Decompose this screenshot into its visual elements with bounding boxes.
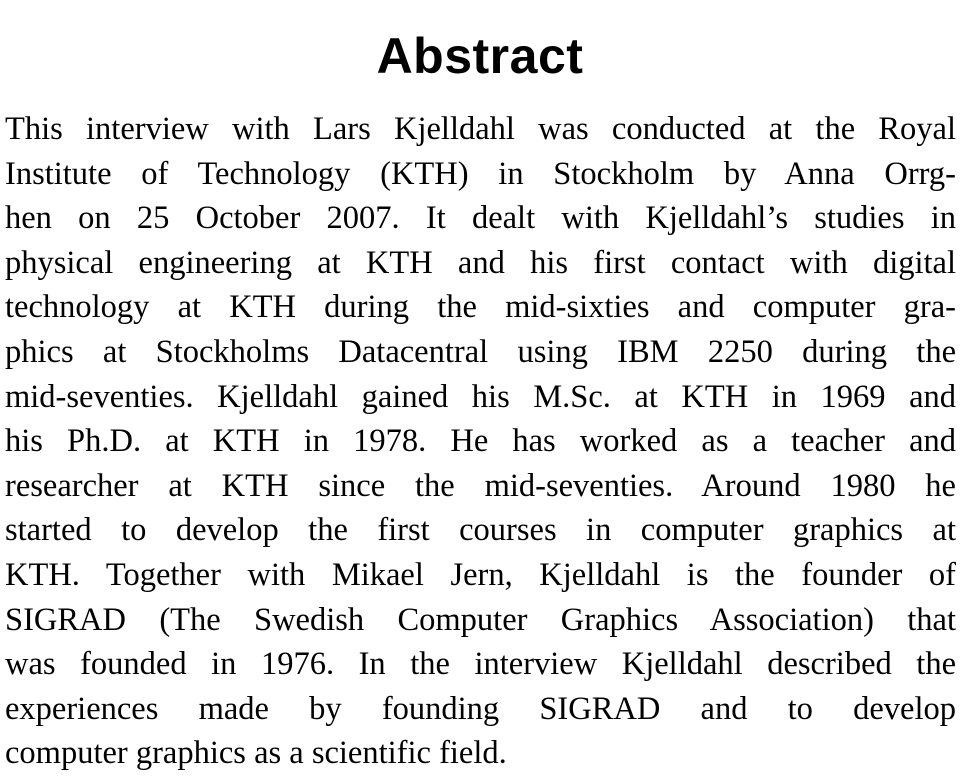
abstract-line: physical engineering at KTH and his first contact with digital [5, 244, 956, 281]
abstract-line: mid-seventies. Kjelldahl gained his M.Sc. at KTH in 1969 and [5, 378, 956, 415]
abstract-line: experiences made by founding SIGRAD and to develop [5, 690, 956, 727]
abstract-heading: Abstract [376, 27, 584, 84]
abstract-paragraph [5, 107, 956, 776]
abstract-line: SIGRAD (The Swedish Computer Graphics Association) that [5, 601, 956, 638]
abstract-line: KTH. Together with Mikael Jern, Kjelldahl is the founder of [5, 556, 956, 593]
abstract-line: his Ph.D. at KTH in 1978. He has worked as a teacher and [5, 423, 956, 460]
abstract-line: This interview with Lars Kjelldahl was conducted at the Royal [5, 111, 956, 147]
abstract-line: phics at Stockholms Datacentral using IBM 2250 during the [5, 333, 956, 370]
abstract-line: was founded in 1976. In the interview Kjelldahl described the [5, 646, 956, 683]
abstract-line: researcher at KTH since the mid-seventies. Around 1980 he [5, 467, 956, 504]
abstract-line-last: computer graphics as a scientific field. [5, 735, 507, 772]
abstract-line: hen on 25 October 2007. It dealt with Kjelldahl’s studies in [5, 200, 956, 237]
abstract-line: started to develop the first courses in computer graphics at [5, 512, 956, 549]
abstract-line: Institute of Technology (KTH) in Stockholm by Anna Orrg- [5, 155, 956, 192]
abstract-line: technology at KTH during the mid-sixties and computer gra- [5, 289, 956, 326]
